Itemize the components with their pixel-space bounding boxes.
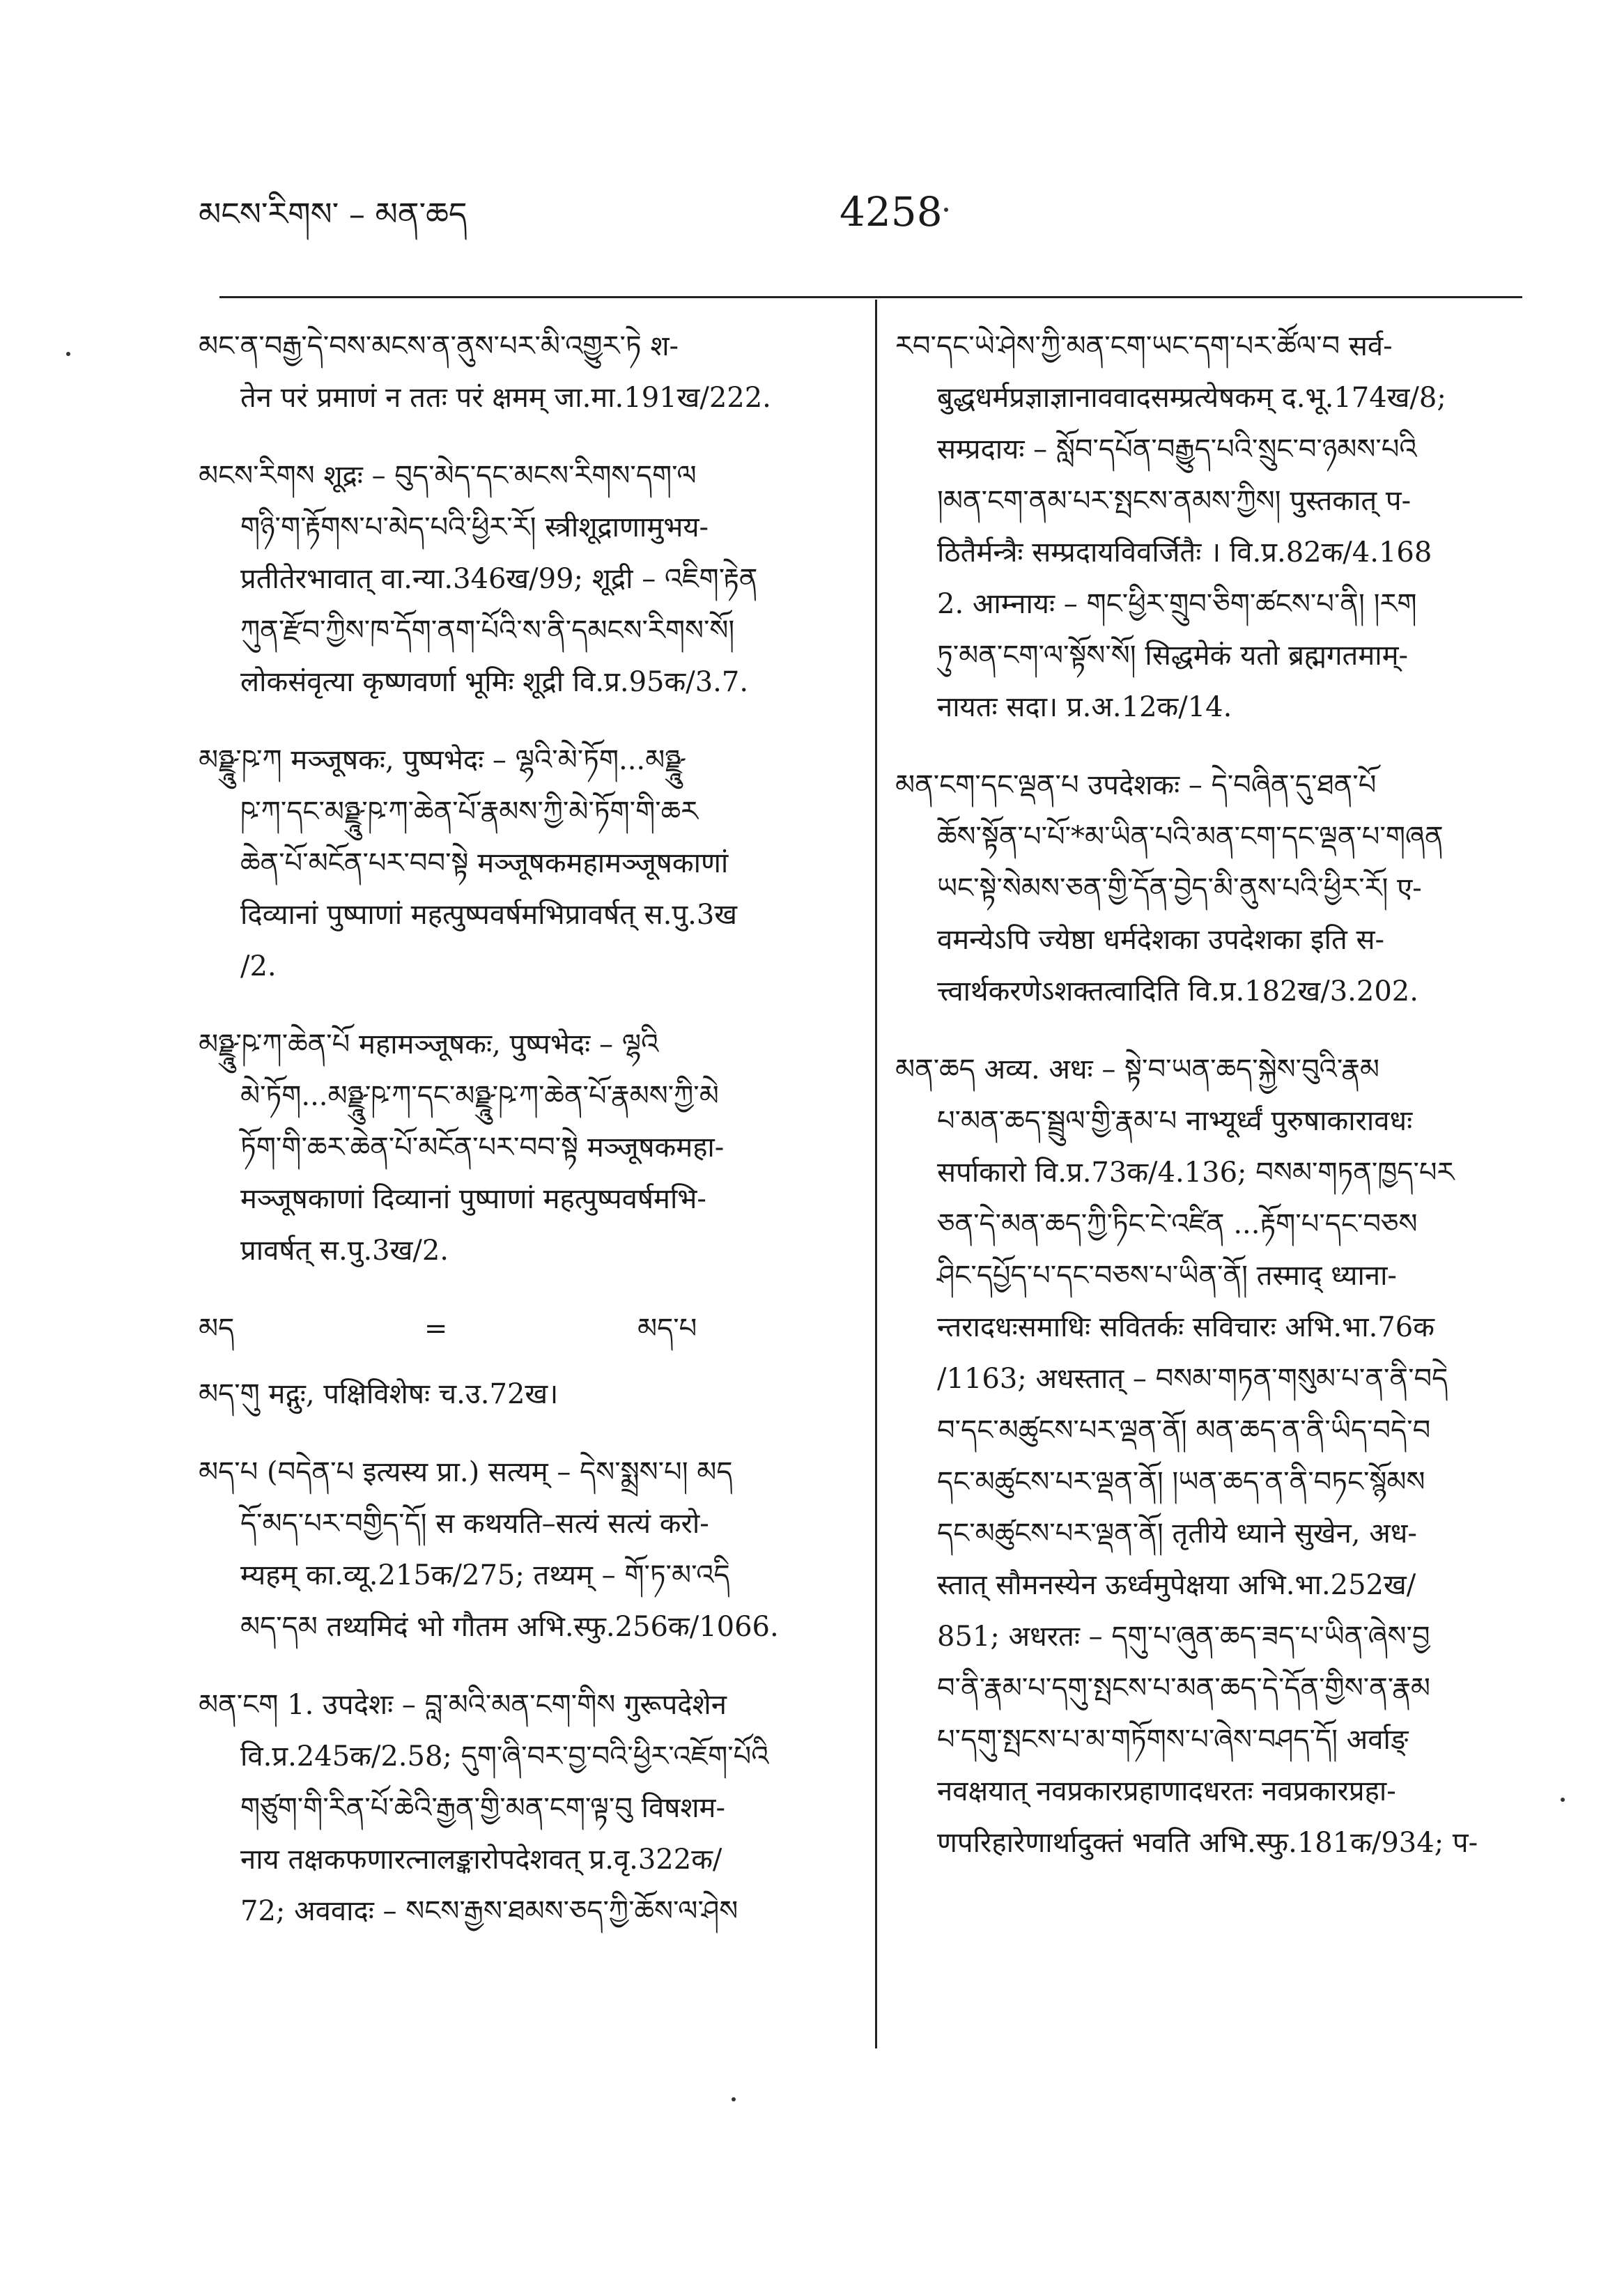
- right-column: [895, 321, 1529, 2062]
- entry-line: णपरिहारेणार्थादुक्तं भवति अभि.स्फु.181क/934; प-: [937, 1827, 1478, 1859]
- entry-line: གཉི་ག་རྟོགས་པ་མེད་པའི་ཕྱིར་རོ། स्त्रीशूद्राणामुभय-: [240, 511, 709, 543]
- entry-line: གཙུག་གི་རིན་པོ་ཆེའི་རྒྱན་གྱི་མན་ངག་ལྟ་བུ विषशम-: [240, 1792, 725, 1824]
- header-rule: [219, 296, 1522, 298]
- entry-line: བ་དང་མཚུངས་པར་ལྡན་ནོ། མན་ཆད་ན་ནི་ཡིད་བདེ་བ: [937, 1414, 1431, 1446]
- entry-line: 72; अववादः – སངས་རྒྱས་ཐམས་ཅད་ཀྱི་ཆོས་ལ་ཤེས: [240, 1895, 738, 1927]
- entry-line: ཥ་ཀ་དང་མཉྫཱུ་ཥ་ཀ་ཆེན་པོ་རྣམས་ཀྱི་མེ་ཏོག་གི་ཆར: [240, 796, 699, 828]
- entry-line: ཆོས་སྟོན་པ་པོ་*མ་ཡིན་པའི་མན་ངག་དང་ལྡན་པ་གཞན: [937, 821, 1444, 853]
- entry-headline: མཉྫཱུ་ཥ་ཀ मञ्जूषकः, पुष्पभेदः – ལྷའི་མེ་ཏོག...མཉྫཱུ: [199, 744, 683, 776]
- entry-line: བ་ནི་རྣམ་པ་དགུ་སྤངས་པ་མན་ཆད་དེ་དོན་གྱིས་ན་རྣམ: [937, 1672, 1430, 1704]
- entry-line: ཡང་སྟེ་སེམས་ཅན་གྱི་དོན་བྱེད་མི་ནུས་པའི་ཕྱིར་རོ། ए-: [937, 872, 1422, 904]
- scan-speck: [944, 208, 948, 212]
- entry-line: མད་དམ तथ्यमिदं भो गौतम अभि.स्फु.256क/1066.: [240, 1611, 779, 1643]
- entry-line: सम्प्रदायः – སློབ་དཔོན་བརྒྱུད་པའི་སྲུང་བ་ཉམས་པའི: [937, 433, 1417, 465]
- entry-line: 2. आम्नायः – གང་ཕྱིར་གྲུབ་ཅིག་ཚངས་པ་ནི། །རག: [937, 588, 1417, 620]
- page-header: [0, 188, 1624, 258]
- entry-line: न्तरादधःसमाधिः सवितर्कः सविचारः अभि.भा.76क: [937, 1311, 1434, 1343]
- entry-headline: མན་ངག་དང་ལྡན་པ उपदेशकः – དེ་བཞིན་དུ་ཐན་པོ: [895, 769, 1377, 801]
- entry-line: རབ་དང་ཡེ་ཤེས་ཀྱི་མན་ངག་ཡང་དག་པར་ཚོལ་བ सर्व-: [895, 330, 1393, 362]
- entry-line: ठितैर्मन्त्रैः सम्प्रदायविवर्जितैः । वि.प्र.82क/4.168: [937, 536, 1432, 569]
- entry-mad-pa: [199, 1446, 846, 1653]
- page-number: 4258: [840, 188, 943, 236]
- entry-line: बुद्धधर्मप्रज्ञाज्ञानाववादसम्प्रत्येषकम् द.भू.174ख/8;: [937, 382, 1446, 414]
- cross-ref-equals: =: [424, 1313, 448, 1345]
- entry-line: །མན་ངག་ནམ་པར་སྤངས་ནམས་ཀྱིས། पुस्तकात् प-: [937, 485, 1412, 517]
- cross-reference: [199, 1303, 846, 1354]
- entry-mangs-rigs: [199, 450, 846, 708]
- entry-line: वमन्येऽपि ज्येष्ठा धर्मदेशका उपदेशका इति स-: [937, 924, 1385, 956]
- entry-man-chad: [895, 1044, 1529, 1869]
- entry-line: པ་མན་ཆད་སྦྲུལ་གྱི་རྣམ་པ नाभ्यूर्ध्वं पुरुषाकारावधः: [937, 1105, 1413, 1137]
- entry-continuation: [199, 321, 846, 424]
- entry-line: ཏོག་གི་ཆར་ཆེན་པོ་མངོན་པར་བབ་སྟེ मञ्जूषकमहा-: [240, 1132, 725, 1164]
- entry-headline: མད་གུ मद्गुः, पक्षिविशेषः च.उ.72ख।: [199, 1378, 559, 1410]
- entry-line: དང་མཚུངས་པར་ལྡན་ནོ། །ཡན་ཆད་ན་ནི་བཏང་སྙོམས: [937, 1466, 1425, 1498]
- entry-line: लोकसंवृत्या कृष्णवर्णा भूमिः शूद्री वि.प्र.95क/3.7.: [240, 666, 749, 698]
- entry-headline: མན་ངག 1. उपदेशः – བླ་མའི་མན་ངག་གིས गुरूपदेशेन: [199, 1689, 727, 1721]
- entry-line: /1163; अधस्तात् – བསམ་གཏན་གསུམ་པ་ན་ནི་བདེ: [937, 1363, 1448, 1395]
- entry-line: स्तात् सौमनस्येन ऊर्ध्वमुपेक्षया अभि.भा.252ख/: [937, 1569, 1416, 1601]
- entry-line: པ་དགུ་སྤངས་པ་མ་གཏོགས་པ་ཞེས་བཤད་དོ། अर्वाङ्: [937, 1724, 1409, 1756]
- scan-speck: [1561, 1798, 1565, 1802]
- scan-speck: [732, 2097, 736, 2101]
- entry-line: ཅན་དེ་མན་ཆད་ཀྱི་ཏིང་ངེ་འཛིན ...རྟོག་པ་དང་བཅས: [937, 1208, 1418, 1240]
- entry-line: तेन परं प्रमाणं न ततः परं क्षमम् जा.मा.191ख/222.: [240, 382, 771, 414]
- entry-line: सर्पाकारो वि.प्र.73क/4.136; བསམ་གཏན་ཁྱད་པར: [937, 1157, 1455, 1189]
- entry-line: वि.प्र.245क/2.58; དུག་ཞི་བར་བྱ་བའི་ཕྱིར་འཇོག་པོའི: [240, 1740, 769, 1773]
- entry-headline: མན་ཆད अव्य. अधः – སྟེ་བ་ཡན་ཆད་སྐྱེས་བུའི་རྣམ: [895, 1053, 1380, 1086]
- entry-line: नवक्षयात् नवप्रकारप्रहाणादधरतः नवप्रकारप्रहा-: [937, 1775, 1396, 1807]
- entry-line: /2.: [240, 950, 277, 982]
- entry-line: नायतः सदा। प्र.अ.12क/14.: [937, 691, 1232, 723]
- running-head: མངས་རིགས་ – མན་ཆད: [199, 195, 467, 233]
- entry-mad-gu: [199, 1368, 846, 1420]
- entry-line: प्रावर्षत् स.पु.3ख/2.: [240, 1235, 449, 1267]
- entry-line: प्रतीतेरभावात् वा.न्या.346ख/99; शूद्री – འཇིག་རྟེན: [240, 563, 758, 595]
- entry-line: མང་ན་བརྒྱ་དེ་བས་མངས་ན་ནུས་པར་མི་འགྱུར་ཏེ श-: [199, 330, 679, 362]
- entry-manjushaka-chenpo: [199, 1019, 846, 1276]
- entry-line: ཤིང་དཔྱོད་པ་དང་བཅས་པ་ཡིན་ནོ། तस्माद् ध्याना-: [937, 1260, 1397, 1292]
- entry-headline: མངས་རིགས शूद्रः – བུད་མེད་དང་མངས་རིགས་དག་ལ: [199, 460, 697, 492]
- entry-man-ngag-continued: [895, 321, 1529, 733]
- column-divider: [875, 300, 877, 2048]
- entry-line: नाय तक्षकफणारत्नालङ्कारोपदेशवत् प्र.वृ.322क/: [240, 1844, 722, 1876]
- cross-ref-term: མད: [199, 1313, 235, 1345]
- left-column: [199, 321, 846, 2062]
- scan-speck: [66, 352, 70, 356]
- entry-line: म्यहम् का.व्यू.215क/275; तथ्यम् – གོ་ཏ་མ་འདི: [240, 1559, 730, 1591]
- cross-ref-target: མད་པ: [637, 1313, 697, 1345]
- entry-line: དང་མཚུངས་པར་ལྡན་ནོ། तृतीये ध्याने सुखेन, अध-: [937, 1518, 1417, 1550]
- entry-line: ཀུན་རྫོབ་ཀྱིས་ཁ་དོག་ནག་པོའི་ས་ནི་དམངས་རིགས་སོ།: [240, 615, 735, 647]
- entry-man-ngag-dang-ldan-pa: [895, 759, 1529, 1017]
- entry-manjushaka: [199, 734, 846, 992]
- entry-man-ngag: [199, 1679, 846, 1937]
- entry-line: 851; अधरतः – དགུ་པ་ཞུན་ཆད་ཟད་པ་ཡིན་ཞེས་བྱ: [937, 1621, 1430, 1653]
- entry-line: དོ་མད་པར་བགྱིད་དོ། स कथयति–सत्यं सत्यं करो-: [240, 1508, 709, 1540]
- entry-line: མེ་ཏོག...མཉྫཱུ་ཥ་ཀ་དང་མཉྫཱུ་ཥ་ཀ་ཆེན་པོ་རྣམས་ཀྱི་མེ: [240, 1080, 719, 1112]
- entry-line: ཆེན་པོ་མངོན་པར་བབ་སྟེ मञ्जूषकमहामञ्जूषकाणां: [240, 847, 729, 879]
- entry-line: मञ्जूषकाणां दिव्यानां पुष्पाणां महत्पुष्पवर्षमभि-: [240, 1183, 706, 1215]
- entry-line: ཏུ་མན་ངག་ལ་སྟོས་སོ། सिद्धमेकं यतो ब्रह्मगतमाम्-: [937, 640, 1409, 672]
- entry-headline: མད་པ (བདེན་པ इत्यस्य प्रा.) सत्यम् – དེས་སྨྲས་པ། མད: [199, 1456, 733, 1488]
- entry-line: त्त्वार्थकरणेऽशक्तत्वादिति वि.प्र.182ख/3.202.: [937, 975, 1418, 1007]
- entry-line: दिव्यानां पुष्पाणां महत्पुष्पवर्षमभिप्रावर्षत् स.पु.3ख: [240, 899, 737, 931]
- entry-headline: མཉྫཱུ་ཥ་ཀ་ཆེན་པོ महामञ्जूषकः, पुष्पभेदः – ལྷའི: [199, 1028, 659, 1060]
